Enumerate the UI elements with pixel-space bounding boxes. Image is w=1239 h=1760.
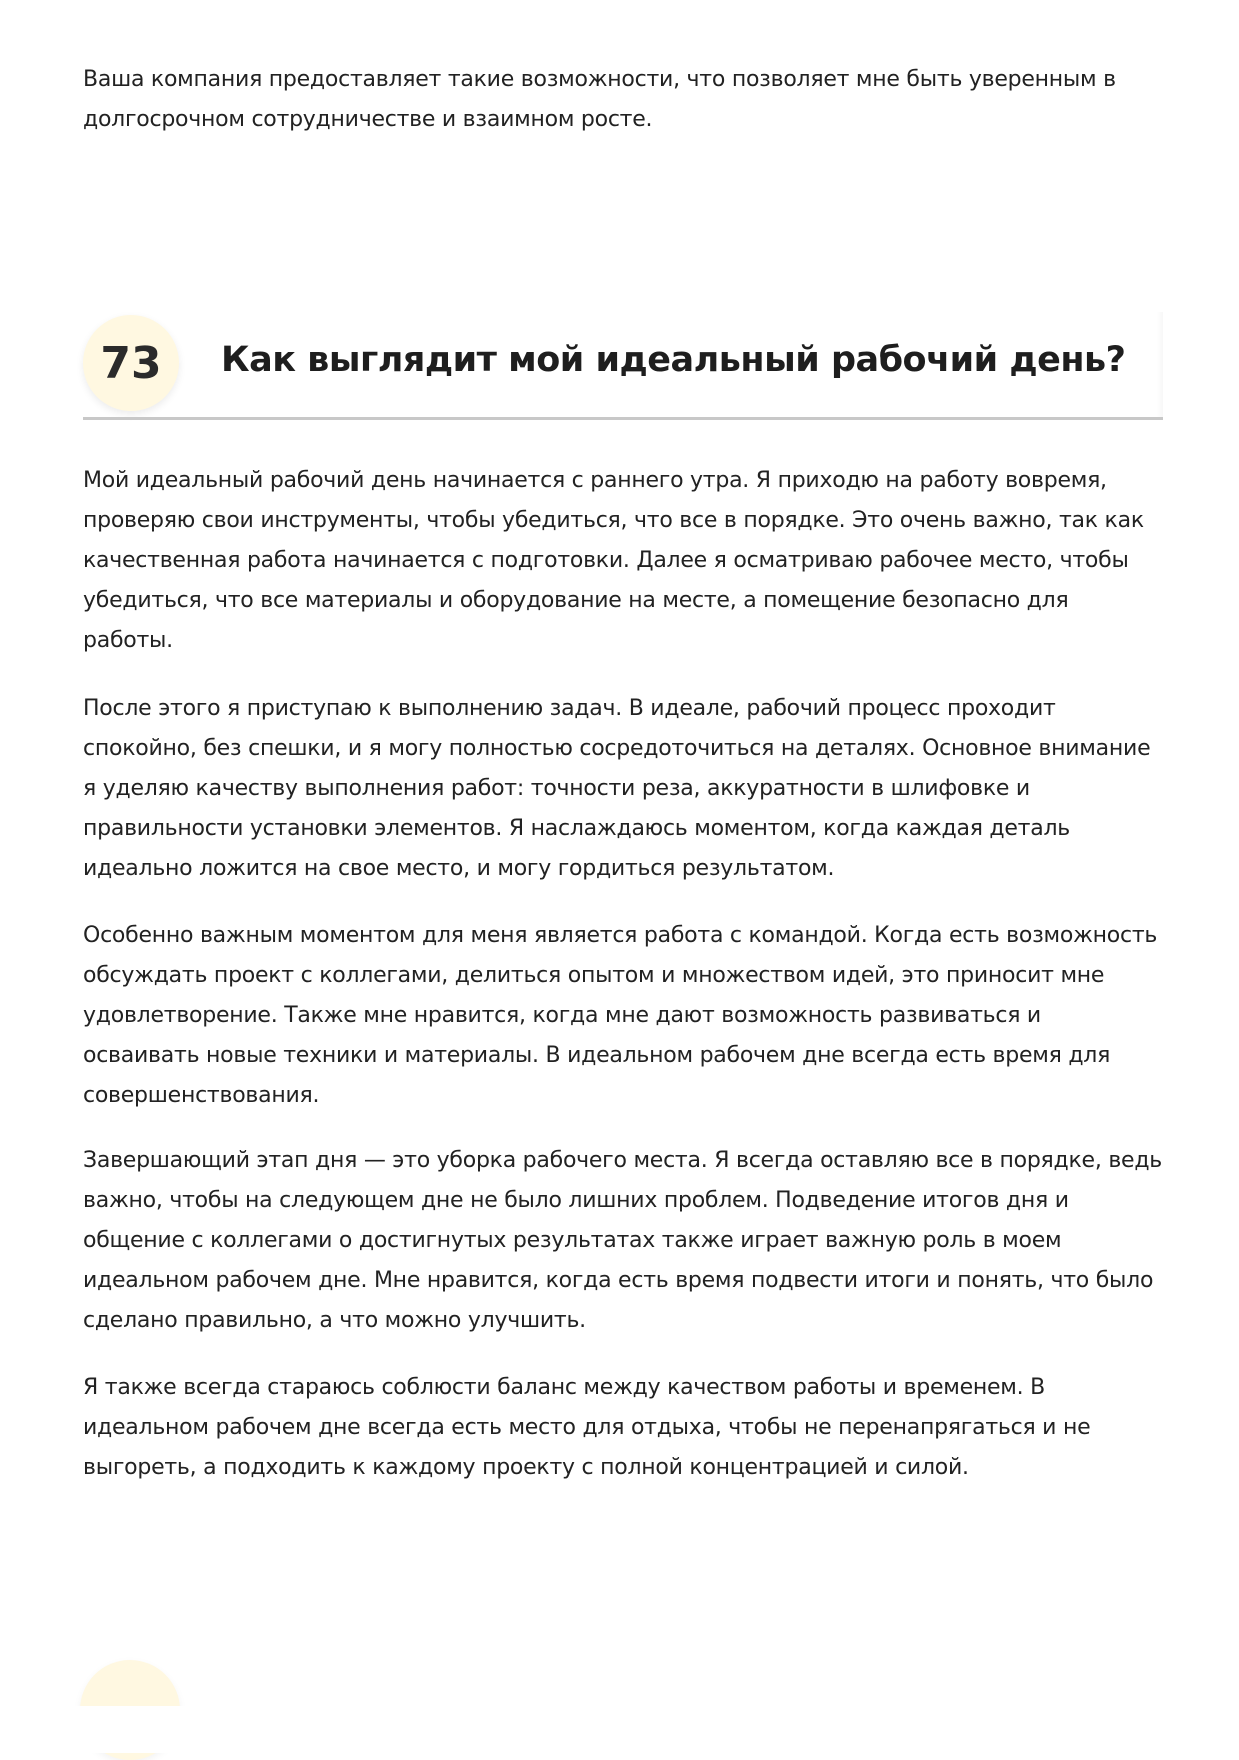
section-title: Как выглядит мой идеальный рабочий день? bbox=[221, 340, 1126, 380]
body-paragraph: Я также всегда стараюсь соблюсти баланс между качеством работы и временем. В идеальном рабочем дне всегда есть место для отдыха, чтобы не перенапрягаться и не выгореть, а подходить к каждому проекту с полной концентрацией и силой. bbox=[83, 1375, 1091, 1480]
body-paragraph: После этого я приступаю к выполнению задач. В идеале, рабочий процесс проходит спокойно, без спешки, и я могу полностью сосредоточиться на деталях. Основное внимание я уделяю качеству выполнения работ: точности реза, аккуратности в шлифовке и правильности установки элементов. Я наслаждаюсь моментом, когда каждая деталь идеально ложится на свое место, и могу гордиться результатом. bbox=[83, 696, 1151, 881]
body-paragraph: Мой идеальный рабочий день начинается с раннего утра. Я приходю на работу вовремя, проверяю свои инструменты, чтобы убедиться, что все в порядке. Это очень важно, так как качественная работа начинается с подготовки. Далее я осматриваю рабочее место, чтобы убедиться, что все материалы и оборудование на месте, а помещение безопасно для работы. bbox=[83, 468, 1144, 653]
question-number-badge: 73 bbox=[83, 315, 179, 411]
page-bottom-margin bbox=[0, 1706, 1239, 1753]
section-header bbox=[83, 312, 1163, 422]
body-paragraph: Особенно важным моментом для меня является работа с командой. Когда есть возможность обсуждать проект с коллегами, делиться опытом и множеством идей, это приносит мне удовлетворение. Также мне нравится, когда мне дают возможность развиваться и осваивать новые техники и материалы. В идеальном рабочем дне всегда есть время для совершенствования. bbox=[83, 923, 1158, 1108]
section-divider bbox=[83, 417, 1163, 420]
header-shade bbox=[1157, 312, 1163, 417]
intro-paragraph: Ваша компания предоставляет такие возможности, что позволяет мне быть уверенным в долгосрочном сотрудничестве и взаимном росте. bbox=[83, 67, 1116, 132]
body-paragraph: Завершающий этап дня — это уборка рабочего места. Я всегда оставляю все в порядке, ведь важно, чтобы на следующем дне не было лишних проблем. Подведение итогов дня и общение с коллегами о достигнутых результатах также играет важную роль в моем идеальном рабочем дне. Мне нравится, когда есть время подвести итоги и понять, что было сделано правильно, а что можно улучшить. bbox=[83, 1148, 1162, 1333]
